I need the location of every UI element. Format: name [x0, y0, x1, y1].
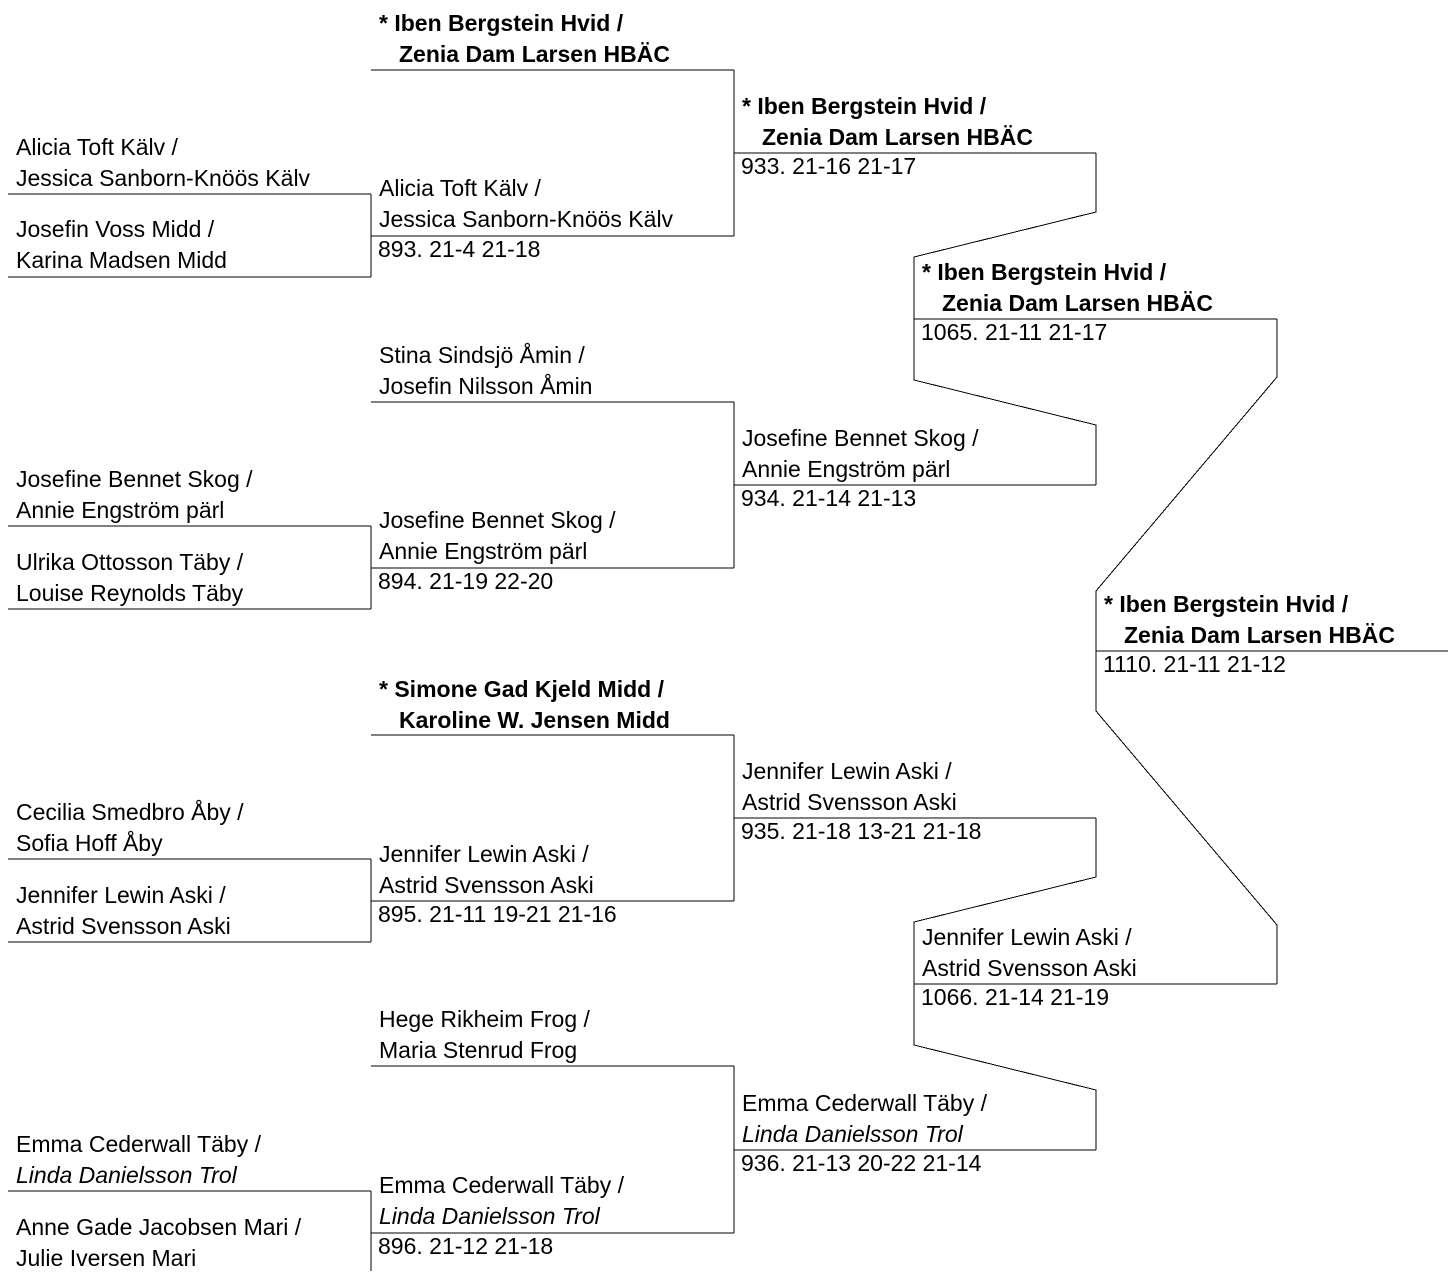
player-1-name: Josefine Bennet Skog / [742, 425, 979, 451]
match-score: 936. 21-13 20-22 21-14 [741, 1150, 982, 1176]
player-1-name: * Iben Bergstein Hvid / [1104, 591, 1349, 617]
player-1-name: Alicia Toft Kälv / [379, 175, 541, 201]
team-entry [16, 1212, 301, 1274]
player-2-name: Karoline W. Jensen Midd [399, 707, 670, 733]
player-1-name: * Simone Gad Kjeld Midd / [379, 676, 664, 702]
player-2-name: Jessica Sanborn-Knöös Kälv [16, 165, 311, 191]
match-score: 893. 21-4 21-18 [378, 236, 541, 262]
team-entry [742, 756, 957, 818]
team-entry [379, 839, 594, 901]
match-score: 935. 21-18 13-21 21-18 [741, 818, 982, 844]
player-2-name: Jessica Sanborn-Knöös Kälv [379, 206, 674, 232]
match-score: 1065. 21-11 21-17 [921, 319, 1108, 345]
player-1-name: Jennifer Lewin Aski / [16, 882, 226, 908]
player-2-name: Louise Reynolds Täby [16, 580, 244, 606]
player-1-name: Emma Cederwall Täby / [16, 1131, 261, 1157]
player-1-name: Hege Rikheim Frog / [379, 1006, 590, 1032]
player-2-name: Sofia Hoff Åby [16, 830, 163, 856]
match-score: 933. 21-16 21-17 [741, 153, 917, 179]
player-1-name: * Iben Bergstein Hvid / [742, 93, 987, 119]
player-1-name: Cecilia Smedbro Åby / [16, 799, 244, 825]
player-2-name: Josefin Nilsson Åmin [379, 373, 593, 399]
player-1-name: Jennifer Lewin Aski / [742, 758, 952, 784]
player-2-name: Annie Engström pärl [16, 497, 225, 523]
team-entry [742, 91, 1033, 153]
player-2-name: Karina Madsen Midd [16, 247, 227, 273]
player-1-name: Anne Gade Jacobsen Mari / [16, 1214, 302, 1240]
team-entry [16, 132, 310, 194]
team-entry [379, 505, 616, 567]
team-entry [742, 423, 979, 485]
player-1-name: * Iben Bergstein Hvid / [379, 10, 624, 36]
player-1-name: Josefine Bennet Skog / [379, 507, 616, 533]
match-score: 894. 21-19 22-20 [378, 568, 554, 594]
match-score: 896. 21-12 21-18 [378, 1233, 554, 1259]
team-entry [379, 8, 670, 70]
player-1-name: Emma Cederwall Täby / [379, 1172, 624, 1198]
player-2-name: Astrid Svensson Aski [922, 955, 1137, 981]
match-score: 895. 21-11 19-21 21-16 [378, 901, 617, 927]
player-2-name: Linda Danielsson Trol [16, 1162, 237, 1188]
player-1-name: Josefin Voss Midd / [16, 216, 215, 242]
team-entry [16, 797, 244, 859]
match-score: 1066. 21-14 21-19 [921, 984, 1109, 1010]
player-1-name: Stina Sindsjö Åmin / [379, 342, 585, 368]
team-entry [379, 173, 673, 235]
team-entry [742, 1088, 987, 1150]
player-1-name: * Iben Bergstein Hvid / [922, 259, 1167, 285]
player-2-name: Zenia Dam Larsen HBÄC [942, 290, 1213, 316]
player-1-name: Jennifer Lewin Aski / [922, 924, 1132, 950]
player-2-name: Linda Danielsson Trol [379, 1203, 600, 1229]
team-entry [379, 1004, 590, 1066]
match-score: 934. 21-14 21-13 [741, 485, 917, 511]
team-entry [379, 340, 592, 402]
player-2-name: Maria Stenrud Frog [379, 1037, 578, 1063]
player-1-name: Josefine Bennet Skog / [16, 466, 253, 492]
team-entry [922, 257, 1213, 319]
player-2-name: Zenia Dam Larsen HBÄC [399, 41, 670, 67]
team-entry [379, 674, 670, 736]
player-1-name: Jennifer Lewin Aski / [379, 841, 589, 867]
team-entry [922, 922, 1137, 984]
team-entry [16, 880, 231, 942]
player-1-name: Alicia Toft Kälv / [16, 134, 178, 160]
team-entry [16, 547, 243, 609]
player-2-name: Astrid Svensson Aski [16, 913, 231, 939]
team-entry [16, 464, 253, 526]
player-2-name: Julie Iversen Mari [16, 1245, 197, 1271]
player-2-name: Linda Danielsson Trol [742, 1121, 963, 1147]
player-2-name: Zenia Dam Larsen HBÄC [1124, 622, 1395, 648]
player-2-name: Annie Engström pärl [742, 456, 951, 482]
player-2-name: Zenia Dam Larsen HBÄC [762, 124, 1033, 150]
player-1-name: Ulrika Ottosson Täby / [16, 549, 244, 575]
player-2-name: Astrid Svensson Aski [742, 789, 957, 815]
team-entry [16, 214, 227, 276]
player-2-name: Annie Engström pärl [379, 538, 588, 564]
team-entry [16, 1129, 261, 1191]
player-2-name: Astrid Svensson Aski [379, 872, 594, 898]
team-entry [379, 1170, 624, 1232]
player-1-name: Emma Cederwall Täby / [742, 1090, 987, 1116]
match-score: 1110. 21-11 21-12 [1103, 651, 1286, 677]
team-entry [1104, 589, 1395, 651]
